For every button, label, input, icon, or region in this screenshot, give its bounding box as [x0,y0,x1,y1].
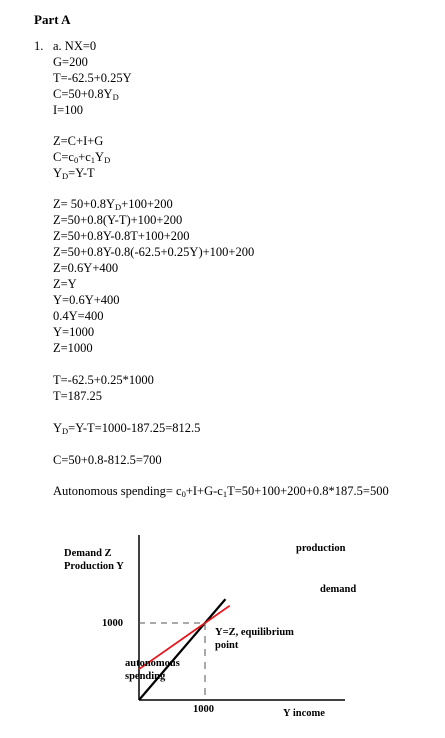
autonomous-label-line2: spending [125,671,166,682]
y-axis-label-line2: Production Y [64,561,124,572]
equation-line: a. NX=0 [53,39,97,53]
production-label: production [296,543,346,554]
equation-line: Z=50+0.8Y-0.8(-62.5+0.25Y)+100+200 [53,245,255,259]
equation-line: G=200 [53,55,88,69]
autonomous-label-line1: autonomous [125,658,180,669]
x-axis-label: Y income [283,708,325,719]
equation-line: Z=Y [53,277,77,291]
equilibrium-label-line1: Y=Z, equilibrium [215,627,294,638]
equation-line: Z=50+0.8Y-0.8T+100+200 [53,229,190,243]
production-line [139,599,225,700]
equation-line: Z=50+0.8(Y-T)+100+200 [53,213,183,227]
equilibrium-label-line2: point [215,640,239,651]
equation-line: $C=50+0.8Y_D$ [53,87,119,102]
equation-line: Z=0.6Y+400 [53,261,119,275]
equation-line: T=-62.5+0.25*1000 [53,373,154,387]
equation-line: T=187.25 [53,389,103,403]
equation-line: $Y_D=Y-T=1000-187.25=812.5$ [53,421,201,436]
equation-line: $Z= 50+0.8Y_D+100+200$ [53,197,173,212]
equation-line: Z=1000 [53,341,93,355]
question-number: 1. [34,39,44,53]
equation-line: Y=0.6Y+400 [53,293,120,307]
equation-line: C=50+0.8-812.5=700 [53,453,162,467]
equation-line: Z=C+I+G [53,134,104,148]
demand-label: demand [320,584,357,595]
part-title: Part A [34,12,71,27]
equation-line: Autonomous spending= $c_0+I+G-c_1T=50+100+200+0.8*187.5=500$ [53,484,389,499]
y-axis-label-line1: Demand Z [64,548,112,559]
equation-line: 0.4Y=400 [53,309,104,323]
x-tick-label: 1000 [193,704,214,715]
equation-line: T=-62.5+0.25Y [53,71,132,85]
equation-line: $Y_D=Y-T$ [53,166,95,181]
y-tick-label: 1000 [102,618,123,629]
equation-line: $C=c_0+c_1Y_D$ [53,150,111,165]
equation-line: I=100 [53,103,83,117]
equation-line: Y=1000 [53,325,95,339]
